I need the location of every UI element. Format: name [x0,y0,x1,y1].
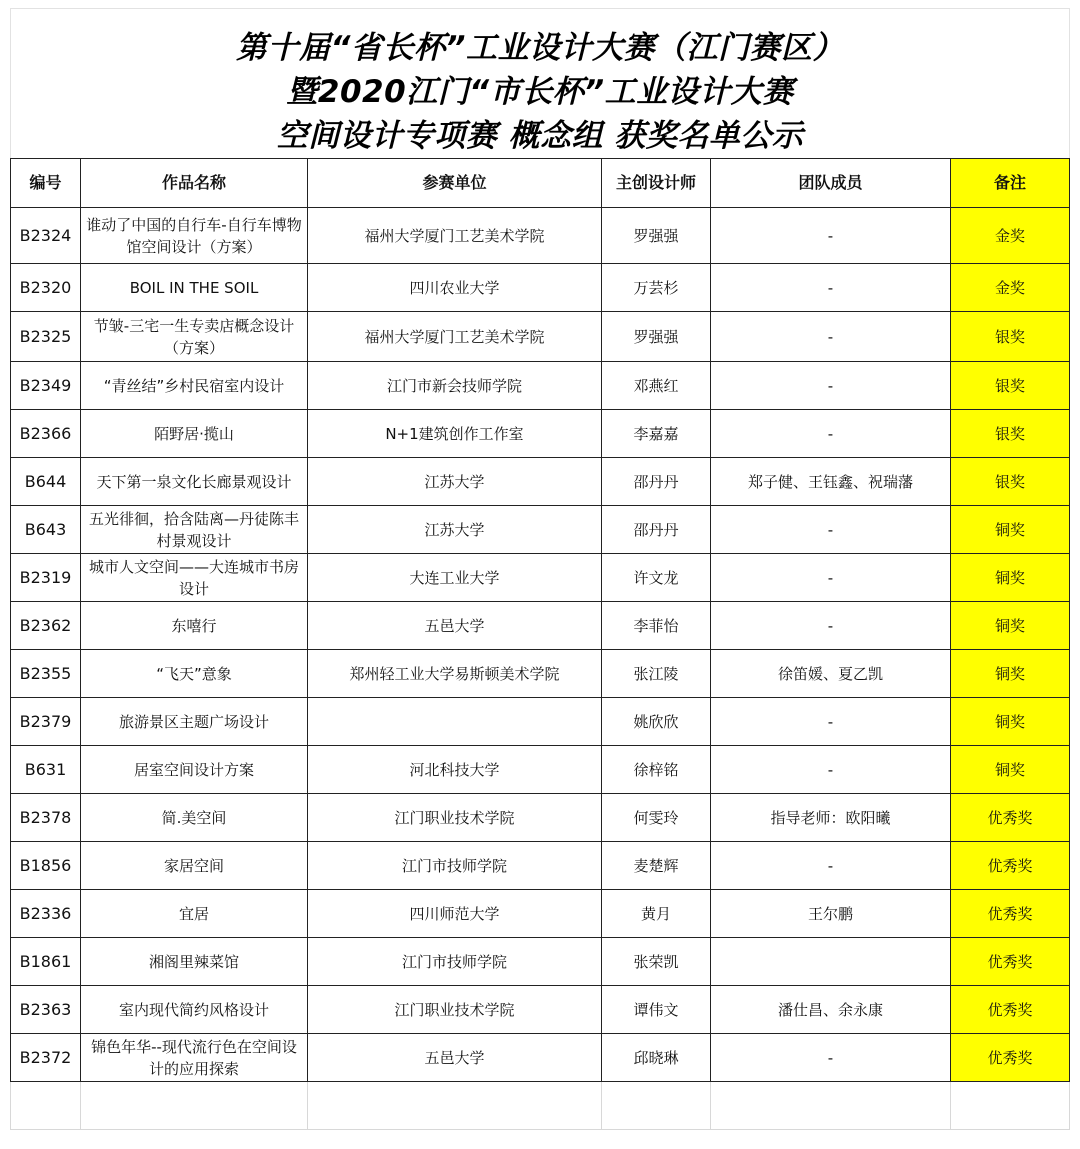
cell-note: 银奖 [951,410,1070,458]
cell-note: 铜奖 [951,554,1070,602]
header-code: 编号 [11,159,81,208]
table-row [11,698,1070,746]
cell-unit [308,698,602,746]
title-line-3: 空间设计专项赛 概念组 获奖名单公示 [276,118,804,154]
table-row [11,208,1070,264]
cell-unit: 江门市技师学院 [308,938,602,986]
cell-work: 谁动了中国的自行车-自行车博物馆空间设计（方案） [81,208,308,264]
blank-cell [81,1082,308,1130]
blank-cell [11,1082,81,1130]
cell-designer: 姚欣欣 [602,698,711,746]
cell-designer: 李菲怡 [602,602,711,650]
cell-team: - [711,554,951,602]
cell-work: 锦色年华--现代流行色在空间设计的应用探索 [81,1034,308,1082]
cell-code: B2319 [11,554,81,602]
blank-cell [602,1082,711,1130]
cell-unit: 福州大学厦门工艺美术学院 [308,312,602,362]
cell-note: 优秀奖 [951,986,1070,1034]
cell-note: 银奖 [951,312,1070,362]
award-table-body [11,208,1070,1130]
cell-designer: 张荣凯 [602,938,711,986]
table-row [11,312,1070,362]
cell-designer: 许文龙 [602,554,711,602]
title-line-2: 暨2020江门“市长杯”工业设计大赛 [286,74,794,110]
cell-unit: 四川农业大学 [308,264,602,312]
cell-work: 简.美空间 [81,794,308,842]
cell-note: 优秀奖 [951,1034,1070,1082]
cell-note: 金奖 [951,208,1070,264]
cell-note: 优秀奖 [951,890,1070,938]
cell-note: 优秀奖 [951,938,1070,986]
cell-code: B1861 [11,938,81,986]
cell-unit: 江门市新会技师学院 [308,362,602,410]
cell-unit: 福州大学厦门工艺美术学院 [308,208,602,264]
cell-designer: 罗强强 [602,208,711,264]
header-team: 团队成员 [711,159,951,208]
cell-designer: 黄月 [602,890,711,938]
cell-designer: 邓燕红 [602,362,711,410]
blank-row [11,1082,1070,1130]
cell-code: B644 [11,458,81,506]
cell-team: - [711,602,951,650]
cell-team: - [711,312,951,362]
cell-code: B2362 [11,602,81,650]
cell-designer: 邱晓琳 [602,1034,711,1082]
cell-team: 徐笛媛、夏乙凯 [711,650,951,698]
cell-work: “青丝结”乡村民宿室内设计 [81,362,308,410]
cell-note: 优秀奖 [951,842,1070,890]
cell-team [711,938,951,986]
cell-unit: 郑州轻工业大学易斯顿美术学院 [308,650,602,698]
cell-team: 指导老师：欧阳曦 [711,794,951,842]
cell-code: B2325 [11,312,81,362]
cell-code: B2379 [11,698,81,746]
cell-code: B2349 [11,362,81,410]
award-table [10,158,1070,1130]
cell-work: “飞天”意象 [81,650,308,698]
table-row [11,506,1070,554]
cell-code: B2336 [11,890,81,938]
table-row [11,842,1070,890]
cell-designer: 邵丹丹 [602,458,711,506]
table-row [11,362,1070,410]
cell-unit: 大连工业大学 [308,554,602,602]
cell-work: 陌野居·揽山 [81,410,308,458]
cell-code: B1856 [11,842,81,890]
cell-designer: 何雯玲 [602,794,711,842]
cell-code: B2320 [11,264,81,312]
header-note: 备注 [951,159,1070,208]
cell-designer: 张江陵 [602,650,711,698]
cell-code: B2324 [11,208,81,264]
cell-work: 东嘻行 [81,602,308,650]
cell-designer: 谭伟文 [602,986,711,1034]
blank-cell [711,1082,951,1130]
cell-unit: 江苏大学 [308,458,602,506]
cell-note: 银奖 [951,362,1070,410]
cell-team: - [711,362,951,410]
header-unit: 参赛单位 [308,159,602,208]
table-row [11,746,1070,794]
cell-work: 城市人文空间——大连城市书房设计 [81,554,308,602]
cell-unit: 江门职业技术学院 [308,986,602,1034]
cell-team: - [711,208,951,264]
table-row [11,602,1070,650]
cell-work: 家居空间 [81,842,308,890]
title-block [0,0,1080,160]
cell-designer: 万芸杉 [602,264,711,312]
table-row [11,938,1070,986]
cell-team: - [711,1034,951,1082]
cell-designer: 李嘉嘉 [602,410,711,458]
cell-code: B2363 [11,986,81,1034]
cell-unit: 江苏大学 [308,506,602,554]
cell-note: 铜奖 [951,698,1070,746]
table-row [11,264,1070,312]
cell-unit: 四川师范大学 [308,890,602,938]
cell-work: 室内现代简约风格设计 [81,986,308,1034]
cell-note: 金奖 [951,264,1070,312]
cell-work: 居室空间设计方案 [81,746,308,794]
cell-team: - [711,264,951,312]
cell-code: B643 [11,506,81,554]
table-row [11,410,1070,458]
cell-work: 五光徘徊，拾含陆离—丹徒陈丰村景观设计 [81,506,308,554]
cell-unit: 五邑大学 [308,1034,602,1082]
cell-designer: 邵丹丹 [602,506,711,554]
cell-unit: N+1建筑创作工作室 [308,410,602,458]
cell-designer: 麦楚辉 [602,842,711,890]
cell-work: 旅游景区主题广场设计 [81,698,308,746]
cell-code: B2366 [11,410,81,458]
cell-unit: 五邑大学 [308,602,602,650]
cell-work: 宜居 [81,890,308,938]
table-row [11,794,1070,842]
cell-note: 铜奖 [951,602,1070,650]
cell-code: B2372 [11,1034,81,1082]
cell-code: B2378 [11,794,81,842]
cell-team: - [711,506,951,554]
table-row [11,650,1070,698]
cell-team: - [711,746,951,794]
table-row [11,458,1070,506]
cell-code: B631 [11,746,81,794]
cell-team: 王尔鹏 [711,890,951,938]
header-designer: 主创设计师 [602,159,711,208]
cell-team: - [711,698,951,746]
title-line-1: 第十届“省长杯”工业设计大赛（江门赛区） [236,30,844,66]
cell-team: - [711,842,951,890]
header-row [11,159,1070,208]
cell-unit: 江门市技师学院 [308,842,602,890]
cell-designer: 徐梓铭 [602,746,711,794]
cell-note: 铜奖 [951,506,1070,554]
cell-unit: 江门职业技术学院 [308,794,602,842]
cell-work: 天下第一泉文化长廊景观设计 [81,458,308,506]
blank-cell [951,1082,1070,1130]
blank-cell [308,1082,602,1130]
cell-work: 湘阁里辣菜馆 [81,938,308,986]
cell-note: 优秀奖 [951,794,1070,842]
table-row [11,986,1070,1034]
cell-work: BOIL IN THE SOIL [81,264,308,312]
cell-designer: 罗强强 [602,312,711,362]
cell-team: 潘仕昌、余永康 [711,986,951,1034]
cell-team: 郑子健、王钰鑫、祝瑞藩 [711,458,951,506]
cell-unit: 河北科技大学 [308,746,602,794]
table-row [11,1034,1070,1082]
header-work: 作品名称 [81,159,308,208]
cell-work: 节皱-三宅一生专卖店概念设计（方案） [81,312,308,362]
table-row [11,554,1070,602]
cell-note: 铜奖 [951,746,1070,794]
cell-code: B2355 [11,650,81,698]
cell-note: 银奖 [951,458,1070,506]
table-row [11,890,1070,938]
cell-note: 铜奖 [951,650,1070,698]
cell-team: - [711,410,951,458]
